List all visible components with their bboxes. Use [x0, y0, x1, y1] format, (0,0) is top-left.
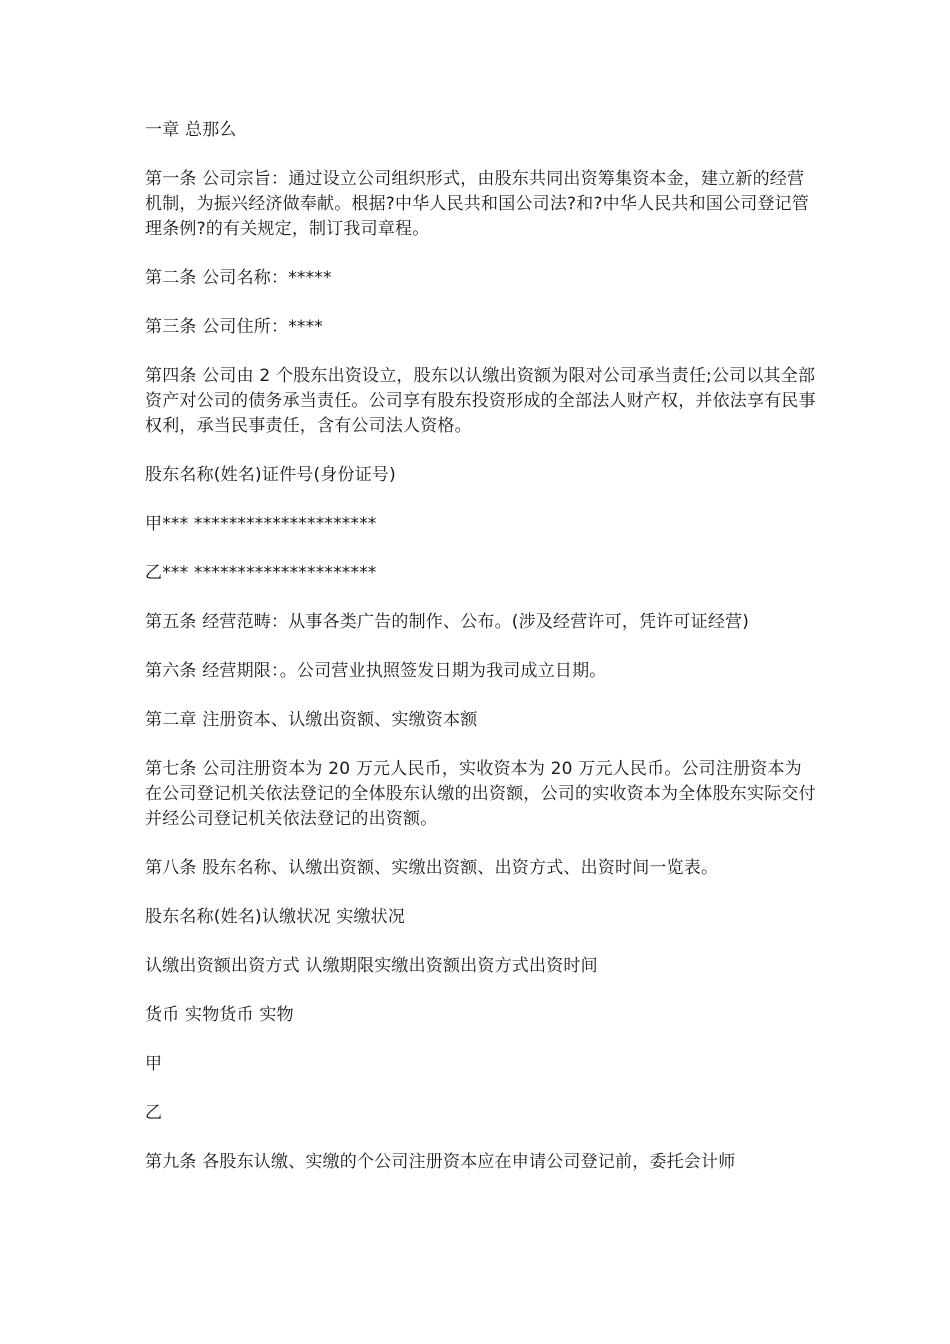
- article-4: 第四条 公司由 2 个股东出资设立，股东以认缴出资额为限对公司承当责任;公司以其全部资产对公司的债务承当责任。公司享有股东投资形成的全部法人财产权，并依法享有民事权利，承当民事责任，含有公司法人资格。: [145, 366, 816, 436]
- capital-table-header-3: 货币 实物货币 实物: [145, 1005, 294, 1025]
- article-3: 第三条 公司住所：****: [145, 317, 324, 337]
- capital-table-row-a: 甲: [145, 1054, 163, 1074]
- shareholder-b: 乙*** *********************: [145, 563, 377, 583]
- document-page: [145, 118, 817, 1199]
- article-1: 第一条 公司宗旨：通过设立公司组织形式，由股东共同出资筹集资本金，建立新的经营机制，为振兴经济做奉献。根据?中华人民共和国公司法?和?中华人民共和国公司登记管理条例?的有关规定，制订我司章程。: [145, 169, 810, 239]
- article-5: 第五条 经营范畴：从事各类广告的制作、公布。(涉及经营许可，凭许可证经营): [145, 612, 750, 632]
- chapter-heading: 一章 总那么: [145, 120, 237, 140]
- capital-table-header-2: 认缴出资额出资方式 认缴期限实缴出资额出资方式出资时间: [145, 956, 598, 976]
- article-8: 第八条 股东名称、认缴出资额、实缴出资额、出资方式、出资时间一览表。: [145, 858, 719, 878]
- article-2: 第二条 公司名称：*****: [145, 268, 332, 288]
- article-6: 第六条 经营期限：。公司营业执照签发日期为我司成立日期。: [145, 661, 607, 681]
- chapter-2-heading: 第二章 注册资本、认缴出资额、实缴资本额: [145, 710, 478, 730]
- shareholder-header: 股东名称(姓名)证件号(身份证号): [145, 465, 396, 485]
- capital-table-row-b: 乙: [145, 1103, 163, 1123]
- shareholder-a: 甲*** *********************: [145, 514, 377, 534]
- article-7: 第七条 公司注册资本为 20 万元人民币，实收资本为 20 万元人民币。公司注册资本为在公司登记机关依法登记的全体股东认缴的出资额，公司的实收资本为全体股东实际交付并经公司登记机关依法登记的出资额。: [145, 759, 816, 829]
- capital-table-header-1: 股东名称(姓名)认缴状况 实缴状况: [145, 907, 406, 927]
- article-9: 第九条 各股东认缴、实缴的个公司注册资本应在申请公司登记前，委托会计师: [145, 1152, 736, 1172]
